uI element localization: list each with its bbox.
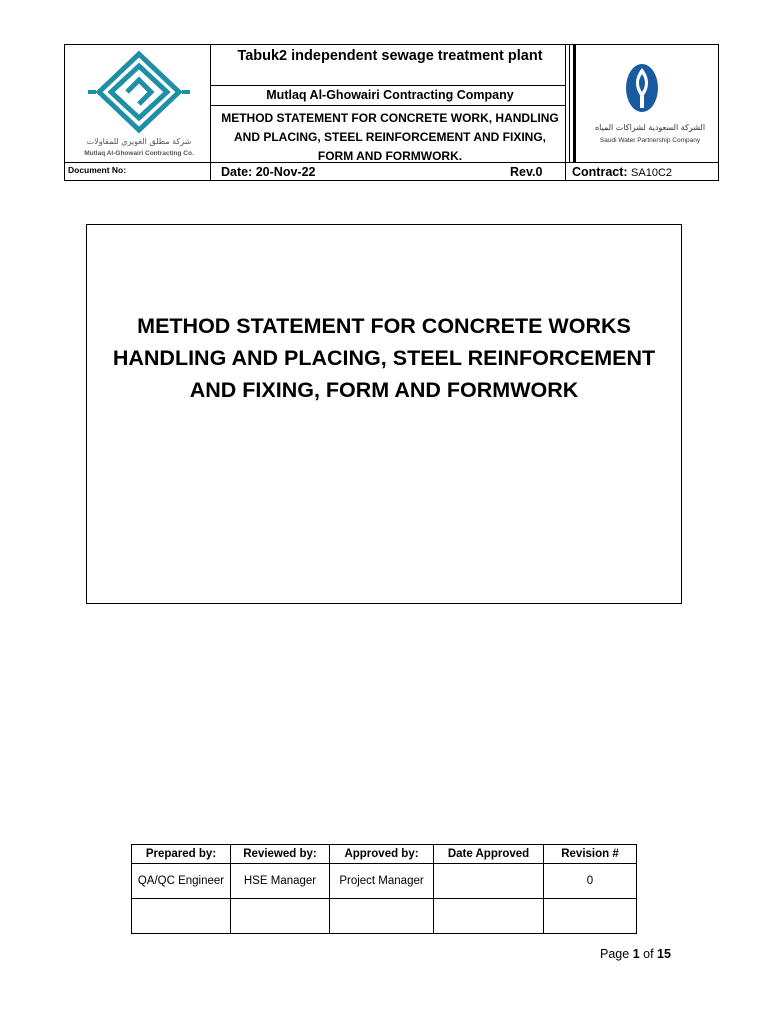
document-number-label: Document No: — [68, 165, 127, 175]
contract-field — [572, 164, 672, 181]
document-title: METHOD STATEMENT FOR CONCRETE WORK, HANDLING AND PLACING, STEEL REINFORCEMENT AND FIXING, FORM AND FORMWORK. — [221, 111, 559, 163]
logo-arabic-text: شركة مطلق الغويري للمقاولات — [86, 137, 192, 146]
logo-english-text: Saudi Water Partnership Company — [599, 137, 701, 144]
page-total: 15 — [657, 947, 671, 961]
table-cell — [231, 899, 330, 934]
page-current: 1 — [632, 947, 640, 961]
table-cell: QA/QC Engineer — [132, 864, 231, 899]
cover-title-box — [86, 224, 682, 604]
page-prefix: Page — [600, 947, 630, 961]
table-cell — [330, 899, 434, 934]
table-header-row — [132, 845, 637, 864]
project-title: Tabuk2 independent sewage treatment plant — [237, 48, 543, 64]
page-number — [600, 946, 671, 962]
logo-english-text: Mutlaq Al-Ghowairi Contracting Co. — [84, 150, 194, 157]
header-row-divider — [210, 105, 565, 106]
table-cell: Project Manager — [330, 864, 434, 899]
logo-arabic-text: الشركة السعودية لشراكات المياه — [594, 123, 706, 132]
header-cell-reviewed: Reviewed by: — [231, 845, 330, 864]
client-logo — [590, 58, 710, 153]
table-cell: 0 — [544, 864, 637, 899]
company-logo — [78, 50, 200, 160]
contract-label: Contract: — [572, 165, 628, 179]
cover-title: METHOD STATEMENT FOR CONCRETE WORKS HANDLING AND PLACING, STEEL REINFORCEMENT AND FIXING, FORM AND FORMWORK — [112, 314, 656, 402]
header-cell-date-approved: Date Approved — [434, 845, 544, 864]
table-cell — [132, 899, 231, 934]
header-divider — [565, 44, 566, 181]
table-row — [132, 864, 637, 899]
table-cell — [434, 864, 544, 899]
document-revision: Rev.0 — [510, 165, 543, 179]
table-cell — [544, 899, 637, 934]
mutlaq-al-ghowairi-logo-icon — [78, 50, 200, 160]
header-divider — [573, 44, 576, 162]
saudi-water-partnership-logo-icon — [590, 58, 710, 153]
header-divider — [210, 44, 211, 181]
header-cell-revision: Revision # — [544, 845, 637, 864]
approval-table — [131, 844, 637, 934]
header-row-divider — [210, 85, 565, 86]
header-cell-prepared: Prepared by: — [132, 845, 231, 864]
header-cell-approved: Approved by: — [330, 845, 434, 864]
table-cell — [434, 899, 544, 934]
table-row — [132, 899, 637, 934]
contract-code: SA10C2 — [631, 167, 673, 179]
header-divider — [569, 44, 570, 162]
table-cell: HSE Manager — [231, 864, 330, 899]
document-date: Date: 20-Nov-22 — [221, 165, 316, 179]
company-name: Mutlaq Al-Ghowairi Contracting Company — [266, 88, 514, 102]
page-of: of — [643, 947, 654, 961]
